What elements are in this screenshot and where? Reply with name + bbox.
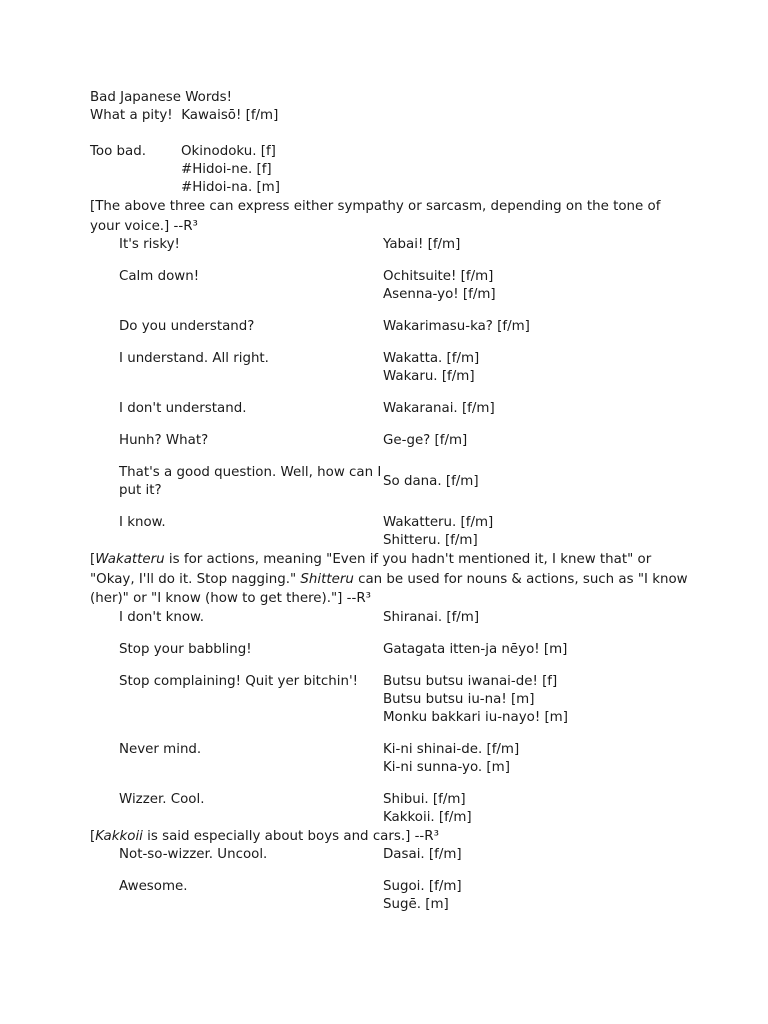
note-wakatteru: [Wakatteru is for actions, meaning "Even if you hadn't mentioned it, I knew that" or "Okay, I'll do it. Stop nagging." Shitteru can be used for nouns & actions, such as "I know (her)" or "I know (how to get there)."] --R³ [90,552,688,606]
phrase-japanese-list [383,432,690,450]
phrase-japanese: Shitteru. [f/m] [383,533,478,548]
phrase-english: Awesome. [119,879,188,894]
note-term: Kakkoii [95,828,143,844]
phrase-japanese: Okinodoku. [f] [181,144,276,159]
note-kakkoii: [Kakkoii is said especially about boys and cars.] --R³ [90,828,439,844]
phrase-japanese-list [383,350,690,386]
phrase-english: Never mind. [119,741,202,757]
phrase-japanese: Ki-ni sunna-yo. [m] [383,759,510,775]
phrase-japanese-list [383,514,690,550]
phrase-japanese: Monku bakkari iu-nayo! [m] [383,709,568,725]
phrase-japanese: Yabai! [f/m] [383,237,461,252]
phrase-japanese-list [383,791,690,827]
phrase-english: I understand. All right. [119,351,269,366]
document-body [90,89,690,914]
phrase-japanese: #Hidoi-na. [m] [181,180,280,195]
phrase-too-bad [90,143,690,197]
phrase-english: I know. [119,515,166,530]
phrase-japanese: Wakaranai. [f/m] [383,401,495,416]
phrase-row [119,609,690,627]
phrase-japanese: Dasai. [f/m] [383,847,462,862]
phrase-english: That's a good question. Well, how can I put it? [119,465,382,498]
phrase-japanese: Ge-ge? [f/m] [383,433,468,448]
phrase-japanese-list [383,236,690,254]
phrase-english: I don't understand. [119,401,247,416]
phrase-japanese: Asenna-yo! [f/m] [383,287,496,302]
note-text: is said especially about boys and cars.] --R³ [142,828,439,844]
phrase-japanese: Shiranai. [f/m] [383,609,480,625]
phrase-japanese: #Hidoi-ne. [f] [181,162,272,177]
phrase-japanese: Wakatteru. [f/m] [383,515,494,530]
phrase-row [119,318,690,336]
phrase-japanese: Sugoi. [f/m] [383,879,462,894]
phrase-japanese: Gatagata itten-ja nēyo! [m] [383,641,568,657]
phrase-japanese: Butsu butsu iwanai-de! [f] [383,673,558,689]
phrase-english: Hunh? What? [119,433,209,448]
phrase-japanese: Wakatta. [f/m] [383,351,480,366]
phrase-japanese: Kakkoii. [f/m] [383,809,472,825]
phrase-row [119,400,690,418]
phrase-japanese-list [383,741,690,777]
phrase-row [119,268,690,304]
document-title: Bad Japanese Words! [90,90,232,105]
phrase-japanese-list [383,268,690,304]
phrase-english: Stop your babbling! [119,641,252,657]
phrase-table-1 [119,236,690,550]
phrase-japanese-list [383,673,690,727]
phrase-row [119,641,690,659]
phrase-english: Not-so-wizzer. Uncool. [119,847,268,862]
phrase-japanese-list [383,878,690,914]
phrase-row [119,791,690,827]
note-term: Wakatteru [95,552,165,567]
phrase-japanese-list [383,400,690,418]
phrase-english: Stop complaining! Quit yer bitchin'! [119,673,359,689]
phrase-english: Too bad. [90,144,147,159]
phrase-english: I don't know. [119,609,204,625]
phrase-row [119,878,690,914]
phrase-japanese: Ki-ni shinai-de. [f/m] [383,741,520,757]
phrase-english: What a pity! [90,108,173,123]
phrase-row [119,236,690,254]
phrase-row [119,846,690,864]
phrase-japanese: Wakaru. [f/m] [383,369,475,384]
phrase-row [119,673,690,727]
phrase-japanese-list [383,641,690,659]
note-sympathy-sarcasm: [The above three can express either sympathy or sarcasm, depending on the tone of your voice.] --R³ [90,199,661,234]
phrase-japanese: Ochitsuite! [f/m] [383,269,494,284]
note-text: can be used for nouns & actions, such as "I know (her)" or "I know (how to get there)."] --R³ [90,571,688,606]
phrase-japanese-list [383,846,690,864]
phrase-japanese: Kawaisō! [f/m] [181,108,279,123]
phrase-english: Do you understand? [119,319,255,334]
phrase-japanese: Sugē. [m] [383,897,449,912]
note-term: Shitteru [300,571,354,587]
note-text: is for actions, meaning "Even if you hadn't mentioned it, I knew that" or "Okay, I'll do it. Stop nagging." [90,552,652,587]
phrase-row [119,350,690,386]
phrase-japanese-list [383,609,690,627]
phrase-row [119,464,690,500]
phrase-table-2 [119,609,690,827]
phrase-english: Calm down! [119,269,200,284]
phrase-japanese-list [383,473,690,491]
phrase-japanese-list [383,318,690,336]
phrase-japanese: Shibui. [f/m] [383,791,466,807]
phrase-row [119,432,690,450]
phrase-row [119,741,690,777]
phrase-japanese: So dana. [f/m] [383,474,479,489]
phrase-japanese: Wakarimasu-ka? [f/m] [383,319,530,334]
phrase-japanese: Butsu butsu iu-na! [m] [383,691,535,707]
phrase-table-3 [119,846,690,914]
phrase-pity [90,107,690,125]
phrase-english: Wizzer. Cool. [119,791,205,807]
phrase-english: It's risky! [119,237,180,252]
phrase-row [119,514,690,550]
